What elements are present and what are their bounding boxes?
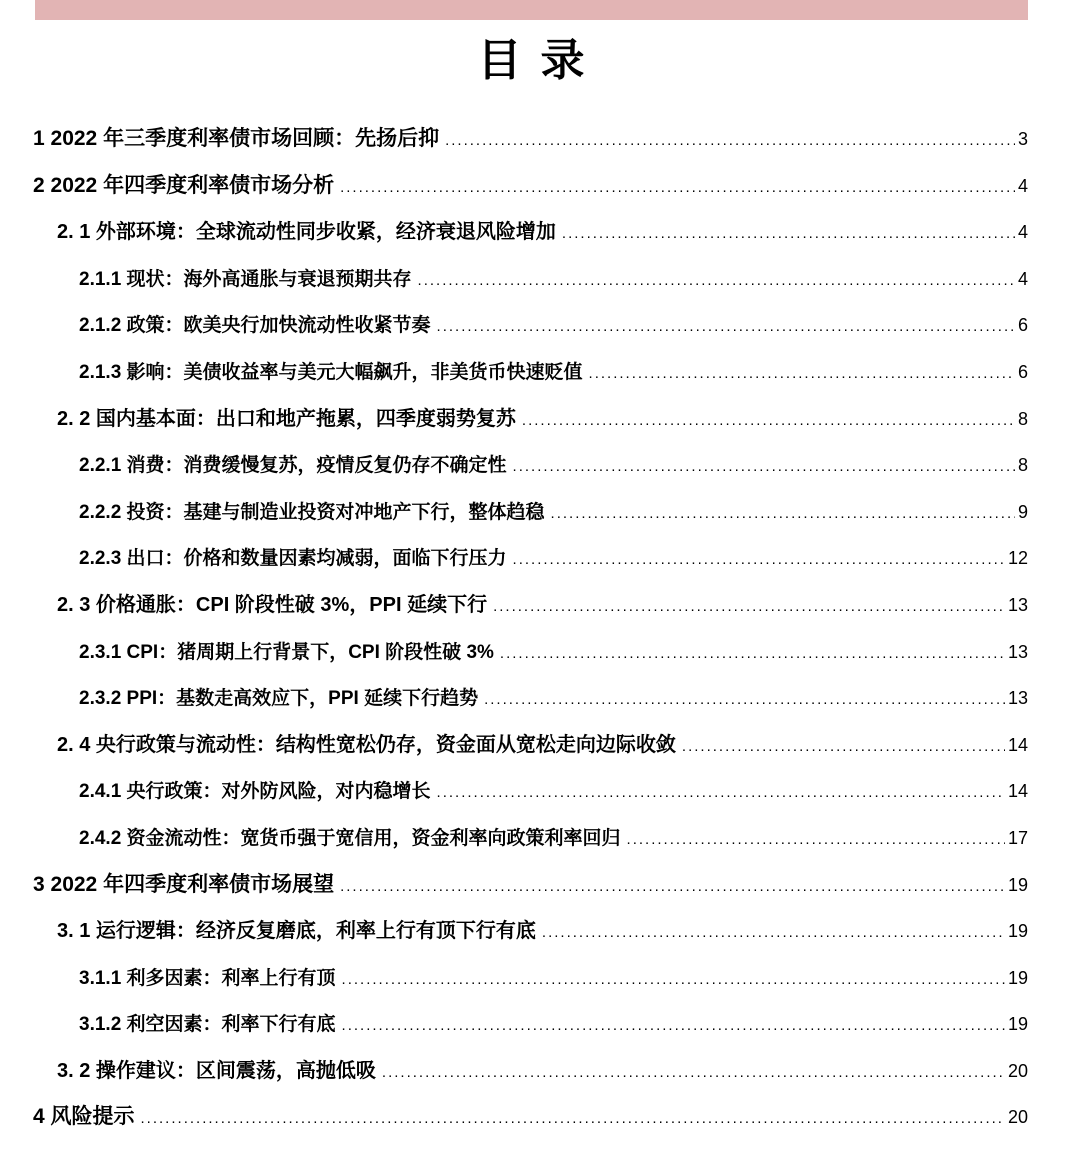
toc-entry[interactable] [33, 116, 1028, 163]
toc-list [33, 116, 1028, 1141]
toc-entry-page: 14 [1007, 734, 1028, 755]
toc-entry[interactable] [33, 209, 1028, 256]
toc-entry[interactable] [33, 768, 1028, 815]
toc-entry-label: 2.2.1 消费：消费缓慢复苏，疫情反复仍存不确定性 [79, 455, 507, 477]
dot-leader [513, 537, 1005, 584]
toc-entry-page: 20 [1007, 1107, 1028, 1128]
page-title: 目 录 [477, 36, 589, 85]
toc-entry-label: 2.4.2 资金流动性：宽货币强于宽信用，资金利率向政策利率回归 [79, 827, 621, 849]
dot-leader [437, 304, 1015, 351]
toc-entry[interactable] [33, 489, 1028, 536]
toc-entry-label: 2. 4 央行政策与流动性：结构性宽松仍存，资金面从宽松走向边际收敛 [57, 733, 676, 756]
dot-leader [682, 724, 1005, 771]
toc-entry-label: 1 2022 年三季度利率债市场回顾：先扬后抑 [33, 127, 440, 150]
toc-entry-page: 19 [1007, 1014, 1028, 1035]
toc-entry-label: 2.1.3 影响：美债收益率与美元大幅飙升，非美货币快速贬值 [79, 361, 583, 383]
top-accent-bar [35, 0, 1028, 20]
dot-leader [484, 677, 1005, 724]
dot-leader [340, 864, 1005, 911]
dot-leader [382, 1050, 1005, 1097]
toc-entry[interactable] [33, 1001, 1028, 1048]
toc-entry-page: 8 [1017, 455, 1028, 476]
toc-entry-page: 20 [1007, 1060, 1028, 1081]
toc-entry-page: 6 [1017, 315, 1028, 336]
dot-leader [342, 1003, 1005, 1050]
dot-leader [542, 910, 1005, 957]
toc-entry-page: 4 [1017, 222, 1028, 243]
toc-entry-page: 19 [1007, 921, 1028, 942]
toc-entry-label: 3. 1 运行逻辑：经济反复磨底，利率上行有顶下行有底 [57, 920, 536, 943]
toc-entry-page: 19 [1007, 967, 1028, 988]
toc-entry[interactable] [33, 535, 1028, 582]
toc-entry[interactable] [33, 1094, 1028, 1141]
dot-leader [342, 957, 1005, 1004]
dot-leader [437, 770, 1005, 817]
toc-entry-label: 2. 2 国内基本面：出口和地产拖累，四季度弱势复苏 [57, 407, 516, 430]
toc-entry-label: 2. 1 外部环境：全球流动性同步收紧，经济衰退风险增加 [57, 221, 556, 244]
dot-leader [522, 398, 1015, 445]
toc-entry[interactable] [33, 582, 1028, 629]
dot-leader [500, 631, 1005, 678]
toc-entry-page: 4 [1017, 175, 1028, 196]
toc-entry-label: 2.3.2 PPI：基数走高效应下，PPI 延续下行趋势 [79, 688, 479, 710]
toc-entry[interactable] [33, 908, 1028, 955]
toc-entry-page: 6 [1017, 361, 1028, 382]
toc-entry-page: 17 [1007, 827, 1028, 848]
dot-leader [340, 165, 1015, 212]
toc-entry[interactable] [33, 256, 1028, 303]
toc-entry-label: 2.1.1 现状：海外高通胀与衰退预期共存 [79, 268, 412, 290]
toc-entry-label: 4 风险提示 [33, 1105, 135, 1129]
toc-entry[interactable] [33, 396, 1028, 443]
dot-leader [562, 211, 1015, 258]
toc-entry[interactable] [33, 815, 1028, 862]
toc-entry-page: 13 [1007, 594, 1028, 615]
dot-leader [418, 258, 1015, 305]
toc-entry-label: 2.1.2 政策：欧美央行加快流动性收紧节奏 [79, 315, 431, 337]
toc-entry-page: 8 [1017, 408, 1028, 429]
toc-entry-page: 13 [1007, 641, 1028, 662]
toc-entry-label: 2.3.1 CPI：猪周期上行背景下，CPI 阶段性破 3% [79, 641, 494, 663]
toc-entry-label: 2.2.3 出口：价格和数量因素均减弱，面临下行压力 [79, 548, 507, 570]
toc-entry-page: 4 [1017, 268, 1028, 289]
toc-entry[interactable] [33, 955, 1028, 1002]
toc-entry[interactable] [33, 862, 1028, 909]
toc-entry-label: 3 2022 年四季度利率债市场展望 [33, 872, 335, 896]
dot-leader [513, 444, 1015, 491]
toc-entry-label: 2.4.1 央行政策：对外防风险，对内稳增长 [79, 781, 431, 803]
toc-entry-page: 3 [1017, 129, 1028, 149]
toc-entry-page: 12 [1007, 548, 1028, 569]
toc-entry-page: 14 [1007, 781, 1028, 802]
dot-leader [551, 491, 1015, 538]
dot-leader [589, 351, 1015, 398]
toc-entry[interactable] [33, 442, 1028, 489]
toc-entry[interactable] [33, 675, 1028, 722]
toc-entry-label: 2. 3 价格通胀：CPI 阶段性破 3%，PPI 延续下行 [57, 593, 488, 616]
dot-leader [493, 584, 1005, 631]
toc-entry[interactable] [33, 722, 1028, 769]
toc-entry-label: 2 2022 年四季度利率债市场分析 [33, 173, 335, 197]
toc-entry-label: 3. 2 操作建议：区间震荡，高抛低吸 [57, 1059, 376, 1082]
toc-entry-page: 19 [1007, 874, 1028, 895]
toc-entry[interactable] [33, 349, 1028, 396]
dot-leader [445, 118, 1015, 165]
toc-entry-page: 13 [1007, 688, 1028, 709]
toc-entry-label: 3.1.1 利多因素：利率上行有顶 [79, 967, 336, 989]
dot-leader [141, 1096, 1005, 1143]
toc-entry-label: 3.1.2 利空因素：利率下行有底 [79, 1014, 336, 1036]
toc-entry-label: 2.2.2 投资：基建与制造业投资对冲地产下行，整体趋稳 [79, 501, 545, 523]
toc-entry[interactable] [33, 1048, 1028, 1095]
dot-leader [627, 817, 1005, 864]
toc-entry[interactable] [33, 302, 1028, 349]
toc-entry[interactable] [33, 629, 1028, 676]
toc-entry[interactable] [33, 163, 1028, 210]
toc-entry-page: 9 [1017, 501, 1028, 522]
